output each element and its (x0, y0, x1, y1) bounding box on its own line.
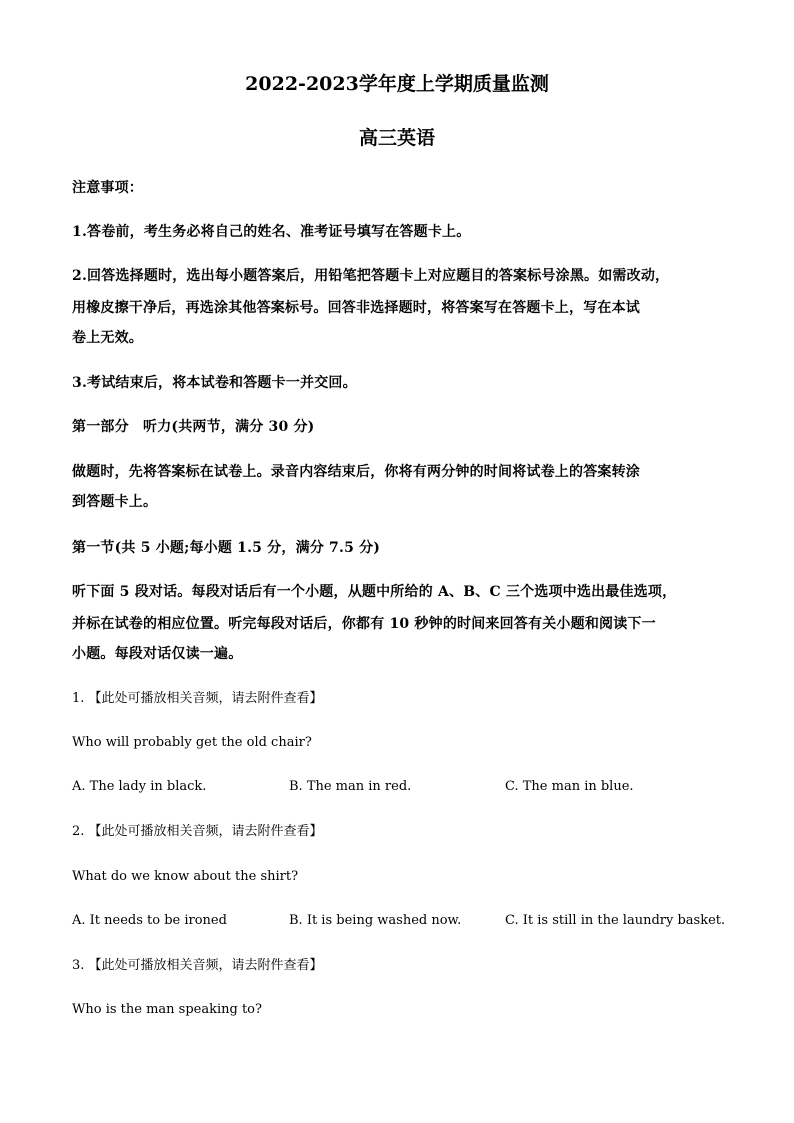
question-2-option-c: C. It is still in the laundry basket. (505, 913, 726, 928)
section1-instr-line-2: 并标在试卷的相应位置。听完每段对话后，你都有 10 秒钟的时间来回答有关小题和阅读下一 (72, 616, 656, 632)
section1-heading: 第一节(共 5 小题;每小题 1.5 分，满分 7.5 分) (72, 540, 381, 556)
question-3-audio-note: 3. 【此处可播放相关音频，请去附件查看】 (72, 958, 323, 973)
question-3-prompt: Who is the man speaking to? (72, 1002, 262, 1017)
question-1-prompt: Who will probably get the old chair? (72, 735, 312, 750)
part1-instr-line-1: 做题时，先将答案标在试卷上。录音内容结束后，你将有两分钟的时间将试卷上的答案转涂 (72, 464, 640, 480)
section1-instr-line-3: 小题。每段对话仅读一遍。 (72, 646, 243, 662)
question-1-option-b: B. The man in red. (289, 779, 412, 794)
question-2-audio-note: 2. 【此处可播放相关音频，请去附件查看】 (72, 824, 323, 839)
section1-instr-line-1: 听下面 5 段对话。每段对话后有一个小题，从题中所给的 A、B、C 三个选项中选出最佳选项， (72, 584, 677, 600)
part1-heading: 第一部分 听力(共两节，满分 30 分) (72, 419, 315, 435)
question-1-option-c: C. The man in blue. (505, 779, 634, 794)
notes-item-2-line-2: 用橡皮擦干净后，再选涂其他答案标号。回答非选择题时，将答案写在答题卡上，写在本试 (72, 300, 640, 316)
question-2-option-a: A. It needs to be ironed (72, 913, 227, 928)
notes-heading: 注意事项： (72, 180, 143, 196)
question-1-option-a: A. The lady in black. (72, 779, 207, 794)
notes-item-2-line-3: 卷上无效。 (72, 330, 143, 346)
exam-subject: 高三英语 (358, 127, 435, 149)
notes-item-2-line-1: 2.回答选择题时，选出每小题答案后，用铅笔把答题卡上对应题目的答案标号涂黑。如需改动， (72, 268, 670, 284)
question-2-option-b: B. It is being washed now. (289, 913, 462, 928)
part1-instr-line-2: 到答题卡上。 (72, 494, 158, 510)
question-1-audio-note: 1. 【此处可播放相关音频，请去附件查看】 (72, 691, 323, 706)
question-2-prompt: What do we know about the shirt? (72, 869, 299, 884)
notes-item-1: 1.答卷前，考生务必将自己的姓名、准考证号填写在答题卡上。 (72, 224, 471, 240)
notes-item-3: 3.考试结束后，将本试卷和答题卡一并交回。 (72, 375, 357, 391)
exam-title: 2022-2023学年度上学期质量监测 (245, 73, 549, 95)
